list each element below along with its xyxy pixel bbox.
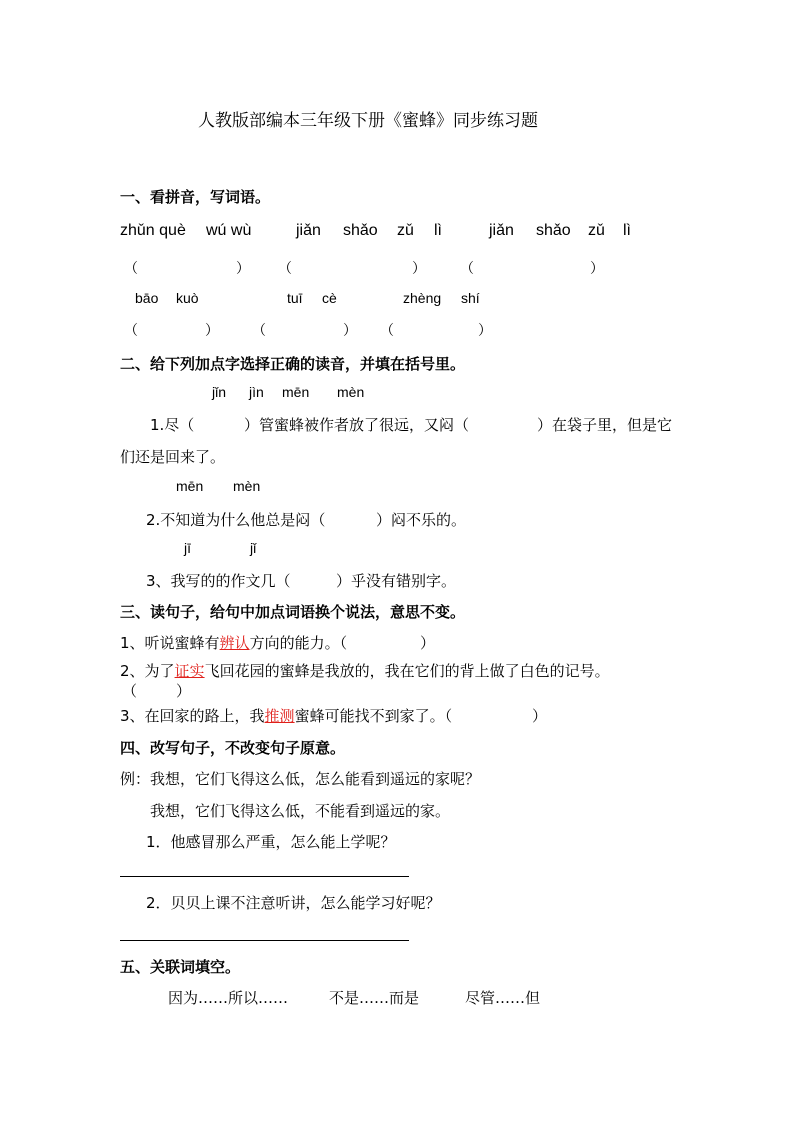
answer-paren-close: ） <box>176 682 192 700</box>
example-original: 例：我想，它们飞得这么低，怎么能看到遥远的家呢？ <box>120 770 481 788</box>
conjunction-option: 不是……而是 <box>329 989 420 1007</box>
pinyin-2: wú wù <box>206 222 252 239</box>
highlighted-word: 辨认 <box>219 634 250 652</box>
pinyin-4: shǎo <box>343 222 378 239</box>
answer-line[interactable] <box>120 940 409 941</box>
pinyin-15: zhèng <box>403 290 442 306</box>
question-2-2-part-a: 2.不知道为什么他总是闷（ <box>146 511 326 529</box>
pinyin-12: kuò <box>176 290 199 306</box>
highlighted-word: 证实 <box>174 662 205 680</box>
answer-paren-open[interactable]: （ <box>124 261 138 277</box>
section-4-heading: 四、改写句子，不改变句子原意。 <box>120 739 346 757</box>
answer-paren-open[interactable]: （ <box>124 323 138 339</box>
question-2-1-part-c: ）在袋子里，但是它 <box>537 416 673 434</box>
question-2-3-part-a: 3、我写的的作文几（ <box>146 572 291 590</box>
pinyin-10: lì <box>623 222 631 239</box>
answer-paren-close: ） <box>412 261 426 277</box>
section-3-heading: 三、读句子，给句中加点词语换个说法，意思不变。 <box>120 603 466 621</box>
answer-paren-close: ） <box>590 261 604 277</box>
question-2-3-part-b: ）乎没有错别字。 <box>336 572 457 590</box>
answer-paren-close: ） <box>420 634 436 652</box>
conjunction-option: 尽管……但 <box>465 989 541 1007</box>
answer-line[interactable] <box>120 876 409 877</box>
pinyin-16: shí <box>461 290 480 306</box>
pinyin-11: bāo <box>135 290 159 306</box>
pinyin-option: mēn <box>176 478 204 494</box>
highlighted-word: 推测 <box>264 707 295 725</box>
pinyin-8: shǎo <box>536 222 571 239</box>
pinyin-14: cè <box>322 290 337 306</box>
section-5-heading: 五、关联词填空。 <box>120 958 241 976</box>
pinyin-7: jiǎn <box>489 222 514 239</box>
section-1-heading: 一、看拼音，写词语。 <box>120 188 271 206</box>
page-title: 人教版部编本三年级下册《蜜蜂》同步练习题 <box>198 111 538 131</box>
pinyin-option: jǐ <box>250 540 257 556</box>
question-2-1-part-a: 1.尽（ <box>150 416 195 434</box>
question-4-1: 1．他感冒那么严重，怎么能上学呢？ <box>146 833 396 851</box>
pinyin-9: zǔ <box>588 222 605 239</box>
answer-paren-open[interactable]: （ <box>278 261 292 277</box>
answer-paren-close: ） <box>532 707 548 725</box>
answer-paren-close: ） <box>478 323 492 339</box>
answer-paren-open[interactable]: （ <box>252 323 266 339</box>
pinyin-option: mēn <box>282 384 310 400</box>
answer-paren-close: ） <box>236 261 250 277</box>
pinyin-option: jǐn <box>212 384 227 400</box>
pinyin-3: jiǎn <box>296 222 321 239</box>
answer-paren-open[interactable]: （ <box>460 261 474 277</box>
example-rewritten: 我想，它们飞得这么低，不能看到遥远的家。 <box>150 802 451 820</box>
question-3-2: 2、为了证实飞回花园的蜜蜂是我放的，我在它们的背上做了白色的记号。 <box>120 662 610 680</box>
conjunction-option: 因为……所以…… <box>168 989 289 1007</box>
answer-paren-close: ） <box>343 323 357 339</box>
pinyin-option: jī <box>184 540 191 556</box>
pinyin-13: tuī <box>287 290 303 306</box>
pinyin-1: zhǔn què <box>120 222 186 239</box>
section-2-heading: 二、给下列加点字选择正确的读音，并填在括号里。 <box>120 355 466 373</box>
question-4-2: 2．贝贝上课不注意听讲，怎么能学习好呢？ <box>146 894 441 912</box>
question-3-1: 1、听说蜜蜂有辨认方向的能力。（ <box>120 634 348 652</box>
answer-paren-close: ） <box>205 323 219 339</box>
question-2-1-part-d: 们还是回来了。 <box>120 448 226 466</box>
pinyin-5: zǔ <box>397 222 414 239</box>
question-2-1-part-b: ）管蜜蜂被作者放了很远，又闷（ <box>244 416 470 434</box>
question-2-2-part-b: ）闷不乐的。 <box>376 511 467 529</box>
pinyin-6: lì <box>434 222 442 239</box>
pinyin-option: mèn <box>337 384 365 400</box>
question-3-3: 3、在回家的路上，我推测蜜蜂可能找不到家了。（ <box>120 707 453 725</box>
answer-paren-open[interactable]: （ <box>122 682 138 700</box>
answer-paren-open[interactable]: （ <box>380 323 394 339</box>
pinyin-option: mèn <box>233 478 261 494</box>
pinyin-option: jìn <box>249 384 264 400</box>
